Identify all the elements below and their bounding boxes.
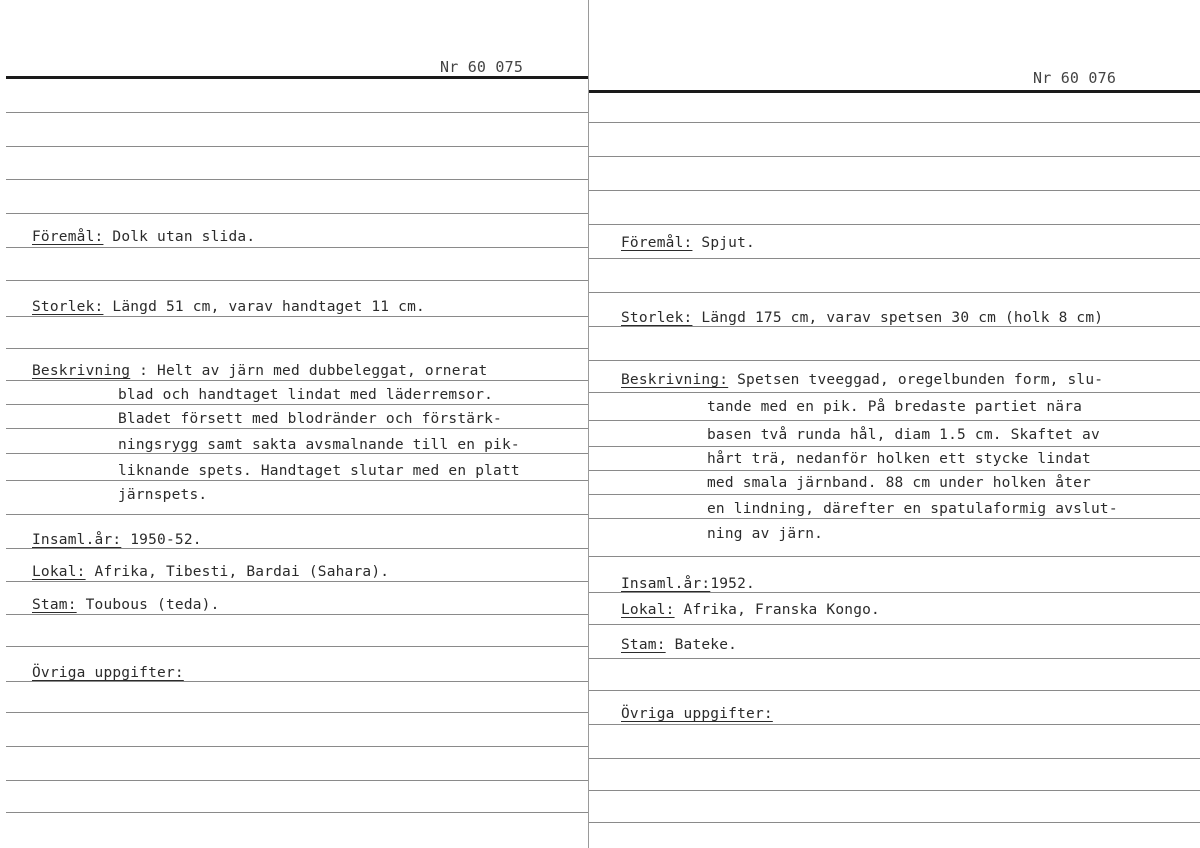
ruled-line [589, 592, 1200, 593]
ruled-line [589, 122, 1200, 123]
insamlar-field [621, 575, 755, 593]
ruled-line [589, 190, 1200, 191]
ruled-line [6, 681, 588, 682]
beskrivning-first-line: Spetsen tveeggad, oregelbunden form, slu- [728, 372, 1104, 388]
ruled-line [589, 258, 1200, 259]
foremal-field [621, 234, 755, 252]
beskrivning-field [621, 371, 1103, 389]
ruled-line [589, 658, 1200, 659]
beskrivning-line: blad och handtaget lindat med läderremsor. [118, 387, 494, 403]
storlek-value: Längd 51 cm, varav handtaget 11 cm. [103, 299, 425, 315]
beskrivning-line: järnspets. [118, 487, 208, 503]
storlek-value: Längd 175 cm, varav spetsen 30 cm (holk 8 cm) [692, 310, 1104, 326]
beskrivning-line: ningsrygg samt sakta avsmalnande till en pik- [118, 437, 520, 453]
stam-label: Stam: [32, 597, 77, 613]
stam-value: Bateke. [665, 637, 738, 653]
beskrivning-first-line: : Helt av järn med dubbeleggat, ornerat [130, 363, 488, 379]
lokal-label: Lokal: [32, 564, 86, 580]
foremal-label: Föremål: [32, 229, 104, 245]
beskrivning-field [32, 362, 487, 380]
ruled-line [589, 690, 1200, 691]
ruled-line [6, 480, 588, 481]
ruled-line [589, 420, 1200, 421]
storlek-label: Storlek: [32, 299, 104, 315]
ruled-line [6, 453, 588, 454]
ruled-line [589, 556, 1200, 557]
ruled-line [6, 548, 588, 549]
lokal-field [32, 563, 389, 581]
beskrivning-line: hårt trä, nedanför holken ett stycke lindat [707, 451, 1091, 467]
beskrivning-line: med smala järnband. 88 cm under holken åter [707, 475, 1091, 491]
storlek-field [32, 298, 425, 316]
ruled-line [589, 224, 1200, 225]
beskrivning-line: liknande spets. Handtaget slutar med en platt [118, 463, 520, 479]
ruled-line [589, 326, 1200, 327]
ruled-line [6, 746, 588, 747]
insamlar-label: Insaml.år: [621, 576, 711, 592]
ruled-line [589, 822, 1200, 823]
ruled-line [589, 494, 1200, 495]
ovriga-field [32, 664, 184, 682]
storlek-label: Storlek: [621, 310, 693, 326]
ruled-line [589, 758, 1200, 759]
insamlar-field [32, 531, 202, 549]
beskrivning-label: Beskrivning [32, 363, 131, 379]
ruled-line [6, 646, 588, 647]
beskrivning-line: basen två runda hål, diam 1.5 cm. Skaftet av [707, 427, 1100, 443]
ruled-line [589, 470, 1200, 471]
stam-field [621, 636, 737, 654]
catalog-card-60076 [588, 0, 1200, 848]
card-number: Nr 60 075 [440, 58, 524, 76]
beskrivning-line: Bladet försett med blodränder och förstärk- [118, 411, 502, 427]
lokal-value: Afrika, Tibesti, Bardai (Sahara). [85, 564, 390, 580]
ruled-line [6, 712, 588, 713]
ruled-line [589, 446, 1200, 447]
header-rule [6, 76, 588, 79]
ruled-line [6, 280, 588, 281]
ruled-line [6, 348, 588, 349]
lokal-field [621, 601, 880, 619]
ruled-line [589, 624, 1200, 625]
insamlar-label: Insaml.år: [32, 532, 122, 548]
ruled-line [6, 380, 588, 381]
ruled-line [589, 518, 1200, 519]
card-number: Nr 60 076 [1033, 69, 1117, 87]
stam-label: Stam: [621, 637, 666, 653]
ruled-line [6, 179, 588, 180]
lokal-value: Afrika, Franska Kongo. [674, 602, 880, 618]
ruled-line [6, 780, 588, 781]
foremal-value: Dolk utan slida. [103, 229, 256, 245]
foremal-value: Spjut. [692, 235, 755, 251]
ruled-line [6, 404, 588, 405]
stam-value: Toubous (teda). [76, 597, 220, 613]
ruled-line [6, 112, 588, 113]
ovriga-label: Övriga uppgifter: [32, 665, 184, 681]
insamlar-value: 1950-52. [121, 532, 202, 548]
ruled-line [589, 724, 1200, 725]
ruled-line [589, 292, 1200, 293]
ruled-line [6, 146, 588, 147]
foremal-label: Föremål: [621, 235, 693, 251]
stam-field [32, 596, 220, 614]
ovriga-field [621, 705, 773, 723]
beskrivning-line: ning av järn. [707, 526, 824, 542]
beskrivning-line: en lindning, därefter en spatulaformig avslut- [707, 501, 1118, 517]
foremal-field [32, 228, 255, 246]
ruled-line [589, 156, 1200, 157]
catalog-card-60075 [0, 0, 588, 848]
ruled-line [589, 360, 1200, 361]
ruled-line [6, 213, 588, 214]
ruled-line [6, 812, 588, 813]
ruled-line [589, 790, 1200, 791]
ruled-line [6, 316, 588, 317]
ruled-line [6, 581, 588, 582]
beskrivning-line: tande med en pik. På bredaste partiet nära [707, 399, 1083, 415]
ovriga-label: Övriga uppgifter: [621, 706, 773, 722]
ruled-line [6, 428, 588, 429]
header-rule [589, 90, 1200, 93]
storlek-field [621, 309, 1103, 327]
ruled-line [6, 247, 588, 248]
ruled-line [6, 614, 588, 615]
insamlar-value: 1952. [710, 576, 755, 592]
beskrivning-label: Beskrivning: [621, 372, 729, 388]
ruled-line [6, 514, 588, 515]
lokal-label: Lokal: [621, 602, 675, 618]
ruled-line [589, 392, 1200, 393]
